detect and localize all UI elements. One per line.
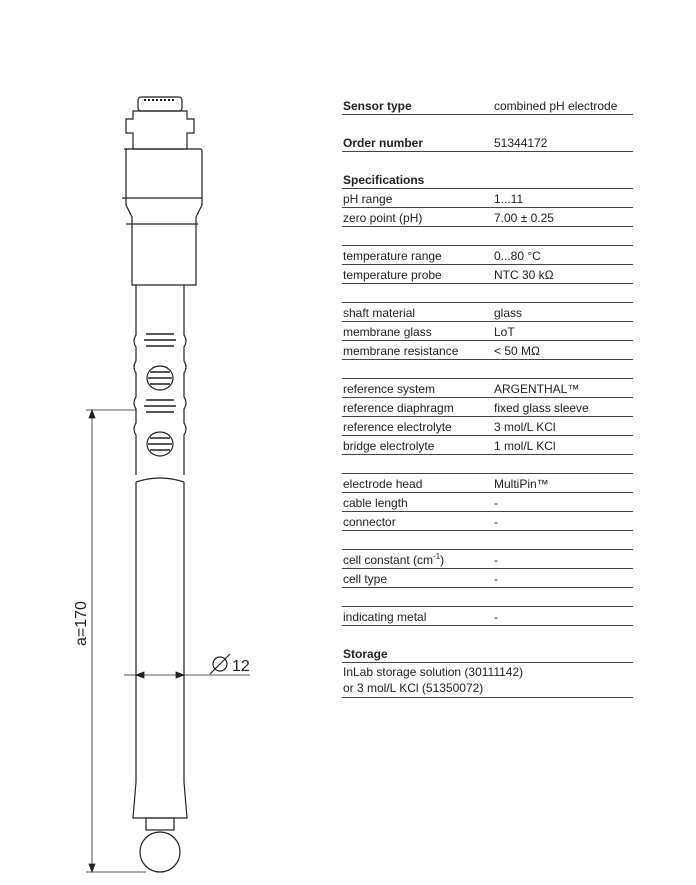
spec-label: reference system <box>343 382 436 396</box>
spec-label: zero point (pH) <box>343 211 423 225</box>
spec-label: membrane glass <box>343 325 432 339</box>
spec-value: - <box>494 496 498 510</box>
spec-value: < 50 MΩ <box>494 344 540 358</box>
spec-value: 7.00 ± 0.25 <box>494 211 554 225</box>
spec-value: glass <box>494 306 523 320</box>
indicating-metal-value: - <box>494 610 498 624</box>
spec-row <box>342 512 633 531</box>
indicating-metal-row <box>342 607 633 626</box>
spec-label: pH range <box>343 192 393 206</box>
spec-row <box>342 265 633 284</box>
spec-row <box>342 493 633 512</box>
spec-row <box>342 303 633 322</box>
spec-row <box>342 322 633 341</box>
cell-constant-label: cell constant $(cm^{-1})$ <box>343 552 445 567</box>
spec-value: - <box>494 515 498 529</box>
spec-label: shaft material <box>343 306 416 320</box>
spec-row <box>342 436 633 455</box>
sensor-type-label: Sensor type <box>343 99 412 113</box>
spec-row <box>342 208 633 227</box>
sensor-type-value: combined pH electrode <box>494 99 618 113</box>
spec-row <box>342 341 633 360</box>
spacer-row <box>342 588 633 607</box>
electrode-tip <box>133 782 187 818</box>
spec-label: reference electrolyte <box>343 420 452 434</box>
storage-line: or 3 mol/L KCl (51350072) <box>343 681 484 695</box>
spec-value: LoT <box>494 325 515 339</box>
spec-row <box>342 189 633 208</box>
spacer-row <box>342 227 633 246</box>
upper-shaft <box>134 285 136 475</box>
spec-table <box>342 96 633 698</box>
spec-label: connector <box>343 515 396 529</box>
cell-type-value: - <box>494 572 498 586</box>
spec-label: temperature range <box>343 249 442 263</box>
glass-membrane <box>140 832 180 872</box>
spacer-row <box>342 531 633 550</box>
spec-label: electrode head <box>343 477 423 491</box>
specifications-heading: Specifications <box>343 173 425 187</box>
spec-label: cable length <box>343 496 408 510</box>
spec-label: reference diaphragm <box>343 401 454 415</box>
storage-heading: Storage <box>343 647 388 661</box>
storage-line: InLab storage solution (30111142) <box>343 665 524 679</box>
electrode-drawing <box>0 0 330 885</box>
spec-row <box>342 417 633 436</box>
spacer-row <box>342 284 633 303</box>
lower-shaft <box>136 482 184 782</box>
spec-label: temperature probe <box>343 268 442 282</box>
spec-value: 0...80 °C <box>494 249 541 263</box>
spec-row <box>342 474 633 493</box>
spec-value: 3 mol/L KCl <box>494 420 556 434</box>
spec-value: ARGENTHAL™ <box>494 382 580 396</box>
order-number-label: Order number <box>343 136 424 150</box>
spec-value: NTC 30 kΩ <box>494 268 554 282</box>
spec-label: membrane resistance <box>343 344 459 358</box>
electrode-head <box>124 149 202 285</box>
cell-type-label: cell type <box>343 572 388 586</box>
connector-body <box>126 111 194 149</box>
spec-value: fixed glass sleeve <box>494 401 589 415</box>
specifications-heading-row <box>342 170 633 189</box>
spec-row <box>342 379 633 398</box>
spacer-row <box>342 360 633 379</box>
spec-value: MultiPin™ <box>494 477 549 491</box>
length-dimension-label: a=170 <box>73 601 90 646</box>
order-number-value: 51344172 <box>494 136 548 150</box>
storage-text <box>342 663 633 698</box>
spec-row <box>342 398 633 417</box>
spec-row <box>342 246 633 265</box>
cell-type-row <box>342 569 633 588</box>
spec-value: 1...11 <box>494 192 524 206</box>
sensor-type-row <box>342 96 633 115</box>
order-number-row <box>342 133 633 152</box>
spec-label: bridge electrolyte <box>343 439 435 453</box>
spacer-row <box>342 455 633 474</box>
diameter-dimension-label: 12 <box>232 658 250 675</box>
storage-heading-row <box>342 644 633 663</box>
indicating-metal-label: indicating metal <box>343 610 427 624</box>
spec-value: 1 mol/L KCl <box>494 439 556 453</box>
cell-constant-value: - <box>494 553 498 567</box>
cell-constant-row <box>342 550 633 569</box>
